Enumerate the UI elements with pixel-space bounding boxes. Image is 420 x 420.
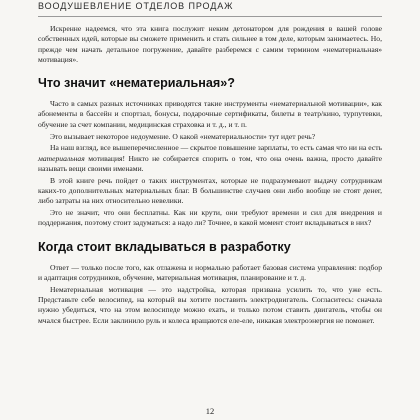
paragraph-hidden-raise [38, 143, 382, 174]
running-header: ВООДУШЕВЛЕНИЕ ОТДЕЛОВ ПРОДАЖ [38, 0, 382, 17]
paragraph-bicycle: Нематериальная мотивация — это надстройка, которая призвана усилить то, что уже есть. Представьте себе велосипед, на который вы хотите поставить электродвигатель. Согласитесь: сначала нужно убедиться, что на этом велосипеде можно ехать, и только потом ставить двигатель, чтобы он мчался быстрее. Если заклинило руль и колеса вращаются еле-еле, никакая электроэнергия не поможет. [38, 284, 382, 325]
page-number: 12 [205, 406, 215, 416]
paragraph-hidden-raise-end: мотивация! Никто не собирается спорить о том, что она очень важна, просто давайте называть вещи своими именами. [38, 153, 382, 173]
paragraph-book-scope: В этой книге речь пойдет о таких инструментах, которые не подразумевают выдачу сотрудникам каких-то дополнительных материальных благ. В большинстве случаев они либо вообще не стоят денег, либо затраты на них относительно невелики. [38, 175, 382, 206]
paragraph-bewilderment: Это вызывает некоторое недоумение. О какой «нематериальности» тут идет речь? [50, 131, 316, 141]
intro-paragraph: Искренне надеемся, что эта книга послужит неким детонатором для рождения в вашей голове собственных идей, которые вы сможете применить и стать сильнее в том деле, которым занимаетесь. Но, прежде чем начать детальное погружение, давайте разберемся с самим термином «нематериальная» мотивация». [38, 24, 382, 64]
paragraph-hidden-raise-start: На наш взгляд, все вышеперечисленное — скрытое повышение зарплаты, то есть самая что ни на есть [50, 143, 382, 153]
emphasis-material: материальная [38, 153, 85, 163]
section-heading-what-means: Что значит «нематериальная»? [38, 76, 235, 91]
page-body [38, 24, 382, 404]
paragraph-answer: Ответ — только после того, как отлажена и нормально работает базовая система управления: подбор и адаптация сотрудников, обучение, материальная мотивация, планирование и т. д. [38, 262, 382, 283]
paragraph-not-free: Это не значит, что они бесплатны. Как ни крути, они требуют времени и сил для внедрения и поддержания, поэтому стоит задуматься: а надо ли? Точнее, в какой момент стоит вкладываться в них? [38, 208, 382, 228]
paragraph-sources: Часто в самых разных источниках приводятся такие инструменты «нематериальной мотивации», как абонементы в бассейн и спортзал, бонусы, подарочные сертификаты, билеты в театр/кино, турпутевки, обучение за счет компании, медицинская страховка и т. д., и т. п. [38, 99, 382, 129]
section-heading-when-invest: Когда стоит вкладываться в разработку [38, 239, 291, 254]
